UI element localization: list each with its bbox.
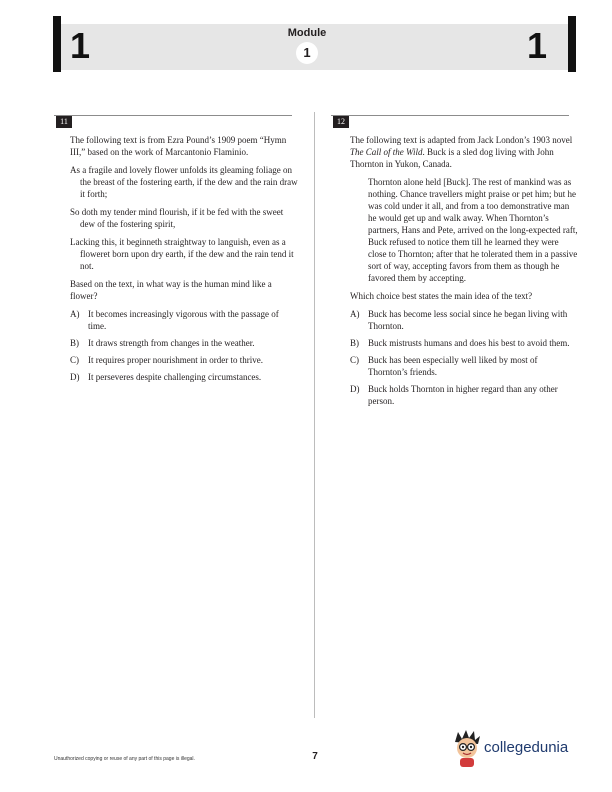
choice-letter: A) — [70, 309, 80, 319]
header-bar-left — [53, 16, 61, 72]
intro-text: . Buck is a sled dog living with John Thornton in Yukon, Canada. — [350, 147, 554, 169]
question-12-choice-a[interactable] — [350, 308, 578, 332]
choice-text: Buck has been especially well liked by most of Thornton’s friends. — [368, 355, 538, 377]
question-rule-right — [331, 115, 569, 116]
question-12 — [350, 134, 578, 412]
choice-text: It draws strength from changes in the weather. — [88, 338, 255, 348]
choice-letter: D) — [70, 372, 80, 382]
poem-line: As a fragile and lovely flower unfolds its gleaming foliage on the breast of the fostering earth, if the dew and the rain draw it forth; — [70, 165, 298, 199]
intro-text: The following text is adapted from Jack London’s 1903 novel — [350, 135, 573, 145]
question-12-passage: Thornton alone held [Buck]. The rest of mankind was as nothing. Chance travellers might praise or pet him; but he was cold under it all, and from a too demonstrative man he would get up and walk away. When Thornton’s partners, Hans and Pete, arrived on the long-expected raft, Buck refused to notice them till he learned they were close to Thornton; after that he tolerated them in a passive sort of way, accepting favors from them as though he favored them by accepting. — [368, 177, 578, 283]
question-number-12: 12 — [333, 116, 349, 128]
choice-letter: B) — [350, 338, 359, 348]
choice-letter: C) — [350, 355, 359, 365]
module-number-right: 1 — [527, 25, 548, 66]
poem-line: Lacking this, it beginneth straightway to languish, even as a floweret born upon dry earth, if the dew and the rain tend it not. — [70, 237, 294, 271]
module-number-left: 1 — [70, 25, 91, 66]
novel-title: The Call of the Wild — [350, 147, 423, 157]
question-12-choice-c[interactable] — [350, 354, 578, 378]
choice-text: Buck holds Thornton in higher regard than any other person. — [368, 384, 558, 406]
question-12-choice-b[interactable] — [350, 337, 578, 349]
question-11-poem — [70, 164, 298, 272]
column-divider — [314, 112, 315, 718]
question-12-prompt: Which choice best states the main idea of the text? — [350, 291, 533, 301]
question-11 — [70, 134, 298, 388]
brand-name: collegedunia — [484, 739, 569, 756]
question-rule-left — [54, 115, 292, 116]
question-12-choice-d[interactable] — [350, 383, 578, 407]
module-label: Module — [287, 27, 327, 39]
question-11-choice-a[interactable] — [70, 308, 298, 332]
page-number: 7 — [312, 751, 318, 762]
choice-text: It requires proper nourishment in order to thrive. — [88, 355, 263, 365]
choice-text: It becomes increasingly vigorous with the passage of time. — [88, 309, 279, 331]
question-11-choice-c[interactable] — [70, 354, 298, 366]
choice-letter: B) — [70, 338, 79, 348]
module-number-badge: 1 — [296, 42, 318, 64]
question-12-intro — [350, 134, 578, 170]
mascot-icon — [450, 728, 484, 768]
poem-line: So doth my tender mind flourish, if it be fed with the sweet dew of the fostering spirit, — [70, 207, 284, 229]
copyright-notice: Unauthorized copying or reuse of any part of this page is illegal. — [54, 756, 195, 762]
choice-text: Buck has become less social since he began living with Thornton. — [368, 309, 568, 331]
question-number-11: 11 — [56, 116, 72, 128]
choice-letter: D) — [350, 384, 360, 394]
question-11-prompt: Based on the text, in what way is the human mind like a flower? — [70, 279, 272, 301]
choice-text: Buck mistrusts humans and does his best to avoid them. — [368, 338, 570, 348]
question-11-choice-d[interactable] — [70, 371, 298, 383]
choice-letter: C) — [70, 355, 79, 365]
choice-text: It perseveres despite challenging circumstances. — [88, 372, 262, 382]
question-11-intro: The following text is from Ezra Pound’s 1909 poem “Hymn III,” based on the work of Marcantonio Flaminio. — [70, 135, 287, 157]
question-11-choice-b[interactable] — [70, 337, 298, 349]
brand-watermark — [450, 728, 590, 772]
header-bar-right — [568, 16, 576, 72]
choice-letter: A) — [350, 309, 360, 319]
